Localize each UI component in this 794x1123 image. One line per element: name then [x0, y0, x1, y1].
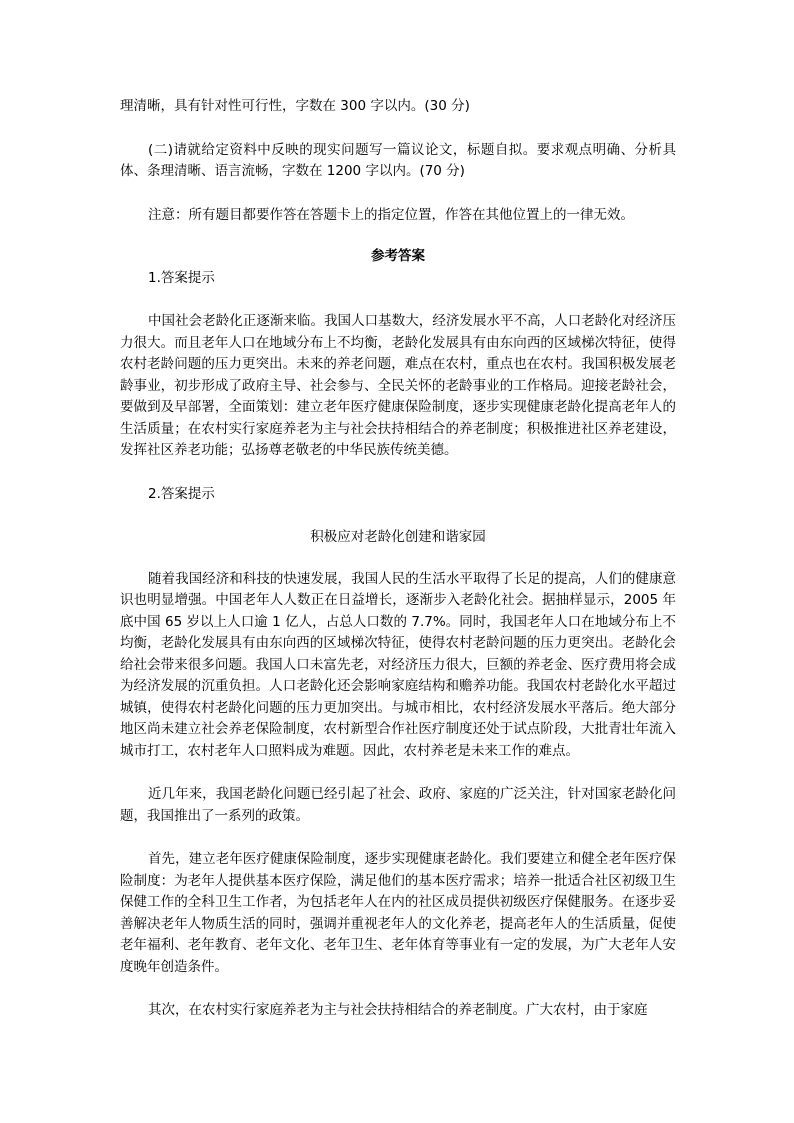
document-page [120, 96, 676, 1022]
answer-heading: 参考答案 [371, 248, 425, 264]
answer-hint-2-label: 2.答案提示 [148, 485, 215, 502]
essay-paragraph-4: 其次，在农村实行家庭养老为主与社会扶持相结合的养老制度。广大农村，由于家庭 [148, 1002, 648, 1018]
essay-paragraph-1: 随着我国经济和科技的快速发展，我国人民的生活水平取得了长足的提高，人们的健康意识也明显增强。中国老年人人数正在日益增长，逐渐步入老龄化社会。据抽样显示，2005 年底中国 65 岁以上人口逾 1 亿人，占总人口数的 7.7%。同时，我国老年人口在地域分布上不均衡，老龄化发展具有由东向西的区域梯次特征，使得农村老龄问题的压力更突出。老龄化会给社会带来很多问题。我国人口未富先老，对经济压力很大，巨额的养老金、医疗费用将会成为经济发展的沉重负担。人口老龄化还会影响家庭结构和赡养功能。我国农村老龄化水平超过城镇，使得农村老龄化问题的压力更加突出。与城市相比，农村经济发展水平落后。绝大部分地区尚未建立社会养老保险制度，农村新型合作社医疗制度还处于试点阶段，大批青壮年流入城市打工，农村老年人口照料成为难题。因此，农村养老是未来工作的难点。 [120, 570, 676, 759]
paragraph-question-2: (二)请就给定资料中反映的现实问题写一篇议论文，标题自拟。要求观点明确、分析具体、条理清晰、语言流畅，字数在 1200 字以内。(70 分) [120, 141, 676, 179]
answer-1-paragraph: 中国社会老龄化正逐渐来临。我国人口基数大，经济发展水平不高，人口老龄化对经济压力很大。而且老年人口在地域分布上不均衡，老龄化发展具有由东向西的区域梯次特征，使得农村老龄问题的压力更突出。未来的养老问题，难点在农村，重点也在农村。我国积极发展老龄事业，初步形成了政府主导、社会参与、全民关怀的老龄事业的工作格局。迎接老龄社会，要做到及早部署，全面策划：建立老年医疗健康保险制度，逐步实现健康老龄化提高老年人的生活质量；在农村实行家庭养老为主与社会扶持相结合的养老制度；积极推进社区养老建设，发挥社区养老功能；弘扬尊老敬老的中华民族传统美德。 [120, 313, 676, 458]
paragraph-question-tail: 理清晰，具有针对性可行性，字数在 300 字以内。(30 分) [120, 98, 470, 114]
essay-title: 积极应对老龄化创建和谐家园 [310, 529, 486, 545]
essay-paragraph-2: 近几年来，我国老龄化问题已经引起了社会、政府、家庭的广泛关注，针对国家老龄化问题，我国推出了一系列的政策。 [120, 786, 676, 824]
essay-paragraph-3: 首先，建立老年医疗健康保险制度，逐步实现健康老龄化。我们要建立和健全老年医疗保险制度：为老年人提供基本医疗保险，满足他们的基本医疗需求；培养一批适合社区初级卫生保健工作的全科卫生工作者，为包括老年人在内的社区成员提供初级医疗保健服务。在逐步妥善解决老年人物质生活的同时，强调并重视老年人的文化养老，提高老年人的生活质量，促使老年福利、老年教育、老年文化、老年卫生、老年体育等事业有一定的发展，为广大老年人安度晚年创造条件。 [120, 851, 676, 975]
answer-hint-1-label: 1.答案提示 [148, 269, 215, 286]
paragraph-notice: 注意：所有题目都要作答在答题卡上的指定位置，作答在其他位置上的一律无效。 [148, 206, 634, 223]
